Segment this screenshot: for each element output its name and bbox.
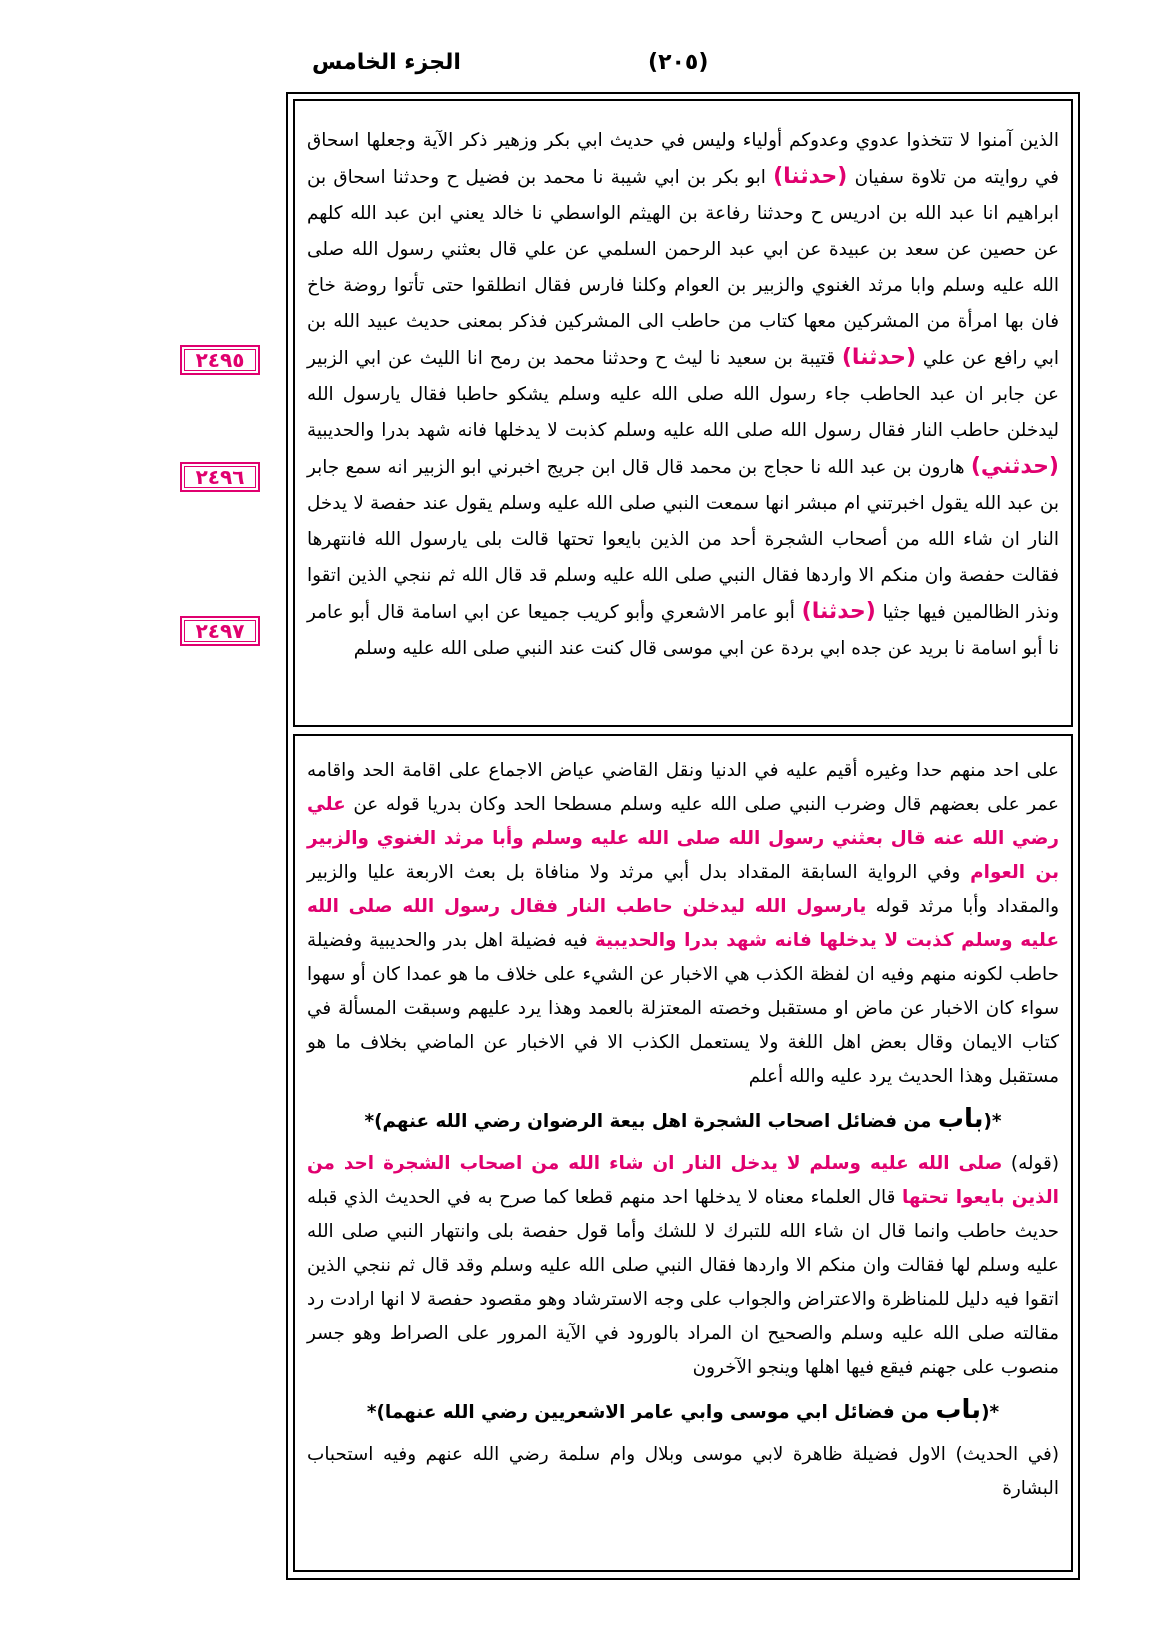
hadith-number-3: ٢٤٩٧	[180, 616, 260, 646]
text-run: أبو عامر الاشعري وأبو كريب جميعا عن ابي اسامة قال أبو عامر نا أبو اسامة نا بريد عن جده ابي بردة عن ابي موسى قال كنت عند النبي صلى الله عليه وسلم	[307, 602, 1059, 659]
commentary-text-box	[293, 734, 1073, 1572]
text-run: هارون بن عبد الله نا حجاج بن محمد قال قال ابن جريج اخبرني ابو الزبير انه سمع جابر بن عبد الله يقول اخبرتني ام مبشر انها سمعت النبي صلى الله عليه وسلم يقول عند حفصة لا يدخل النار ان شاء الله من أصحاب الشجرة أحد من الذين بايعوا تحتها قالت بلى يارسول الله فانتهرها فقالت حفصة وان منكم الا واردها فقال النبي صلى الله عليه وسلم قد قال الله ثم ننجي الذين اتقوا ونذر الظالمين فيها جثيا	[307, 457, 1059, 623]
quoted-matn: علي رضي الله عنه قال بعثني رسول الله صلى الله عليه وسلم وأبا مرثد الغنوي والزبير بن العوام	[307, 794, 1059, 883]
narration-keyword: (حدثني)	[970, 454, 1059, 479]
text-run: (في الحديث) الاول فضيلة ظاهرة لابي موسى وبلال وام سلمة رضي الله عنهم وفيه استحباب البشارة	[307, 1444, 1059, 1499]
quoted-matn: صلى الله عليه وسلم لا يدخل النار ان شاء الله من اصحاب الشجرة احد من الذين بايعوا تحتها	[307, 1153, 1059, 1208]
text-run: فيه فضيلة اهل بدر والحديبية وفضيلة حاطب لكونه منهم وفيه ان لفظة الكذب هي الاخبار عن الشيء على خلاف ما هو عمدا كان أو سهوا سواء كان الاخبار عن ماض او مستقبل وخصته المعتزلة بالعمد وهذا يرد عليهم وسبقت المسألة في كتاب الايمان وقال بعض اهل اللغة ولا يستعمل الكذب الا في الاخبار عن الماضي بخلاف ما هو مستقبل وهذا الحديث يرد عليه والله أعلم	[307, 930, 1059, 1087]
commentary-text	[307, 754, 1059, 1506]
hadith-number-2: ٢٤٩٦	[180, 462, 260, 492]
header-part-title: الجزء الخامس	[312, 50, 461, 75]
text-run: على احد منهم حدا وغيره أقيم عليه في الدنيا ونقل القاضي عياض الاجماع على اقامة الحد واقامه عمر على بعضهم قال وضرب النبي صلى الله عليه وسلم مسطحا الحد وكان بدريا قوله عن	[307, 760, 1059, 815]
hadith-paragraph	[307, 123, 1059, 667]
text-run: الذين آمنوا لا تتخذوا عدوي وعدوكم أولياء وليس في حديث ابي بكر وزهير ذكر الآية وجعلها اسحاق في روايته من تلاوة سفيان	[307, 130, 1059, 188]
text-run: ابو بكر بن ابي شيبة نا محمد بن فضيل ح وحدثنا اسحاق بن ابراهيم انا عبد الله بن ادريس ح وحدثنا رفاعة بن الهيثم الواسطي نا خالد يعني ابن عبد الله كلهم عن حصين عن سعد بن عبيدة عن ابي عبد الرحمن السلمي عن علي قال بعثني رسول الله صلى الله عليه وسلم وابا مرثد الغنوي والزبير بن العوام وكلنا فارس فقال انطلقوا حتى تأتوا روضة خاخ فان بها امرأة من المشركين معها كتاب من حاطب الى المشركين فذكر بمعنى حديث عبيد الله بن ابي رافع عن علي	[307, 167, 1059, 369]
hadith-text-box	[293, 99, 1073, 727]
chapter-heading: *(باب من فضائل اصحاب الشجرة اهل بيعة الرضوان رضي الله عنهم)*	[364, 1104, 1002, 1134]
narration-keyword: (حدثنا)	[841, 345, 917, 370]
chapter-heading: *(باب من فضائل ابي موسى وابي عامر الاشعريين رضي الله عنهما)*	[366, 1395, 1000, 1425]
narration-keyword: (حدثنا)	[801, 599, 876, 624]
quoted-matn: يارسول الله ليدخلن حاطب النار فقال رسول الله صلى الله عليه وسلم كذبت لا يدخلها فانه شهد بدرا والحديبية	[307, 896, 1060, 951]
page-number: (٢٠٥)	[648, 50, 709, 75]
chapter-title: من فضائل ابي موسى وابي عامر الاشعريين رضي الله عنهما)	[376, 1402, 929, 1423]
hadith-text	[307, 123, 1059, 667]
chapter-title: من فضائل اصحاب الشجرة اهل بيعة الرضوان رضي الله عنهم)	[374, 1111, 932, 1132]
text-run: وفي الرواية السابقة المقداد بدل أبي مرثد ولا منافاة بل بعث الاربعة عليا والزبير والمقداد وأبا مرثد قوله	[307, 862, 1059, 917]
text-run: قال العلماء معناه لا يدخلها احد منهم قطعا كما صرح به في الحديث الذي قبله حديث حاطب وانما قال ان شاء الله للتبرك لا للشك وأما قول حفصة بلى وانتهار النبي صلى الله عليه وسلم لها فقالت وان منكم الا واردها فقال النبي صلى الله عليه وسلم وقد قال ثم ننجي الذين اتقوا فيه دليل للمناظرة والاعتراض والجواب على وجه الاسترشاد وهو مقصود حفصة لا انها ارادت رد مقالته صلى الله عليه وسلم والصحيح ان المراد بالورود في الآية المرور على الصراط وهو جسر منصوب على جهنم فيقع فيها اهلها وينجو الآخرون	[307, 1187, 1059, 1378]
quote-label: (قوله)	[1010, 1153, 1059, 1174]
commentary-paragraph	[307, 1438, 1059, 1506]
text-run: قتيبة بن سعيد نا ليث ح وحدثنا محمد بن رمح انا الليث عن ابي الزبير عن جابر ان عبد الحاطب جاء رسول الله صلى الله عليه وسلم يشكو حاطبا فقال يارسول الله ليدخلن حاطب النار فقال رسول الله صلى الله عليه وسلم كذبت لا يدخلها فانه شهد بدرا والحديبية	[307, 348, 1059, 441]
chapter-word: باب	[937, 1104, 984, 1134]
hadith-number-1: ٢٤٩٥	[180, 345, 260, 375]
narration-keyword: (حدثنا)	[773, 164, 848, 189]
commentary-paragraph	[307, 1147, 1059, 1385]
chapter-word: باب	[935, 1395, 982, 1425]
commentary-paragraph	[307, 754, 1059, 1094]
